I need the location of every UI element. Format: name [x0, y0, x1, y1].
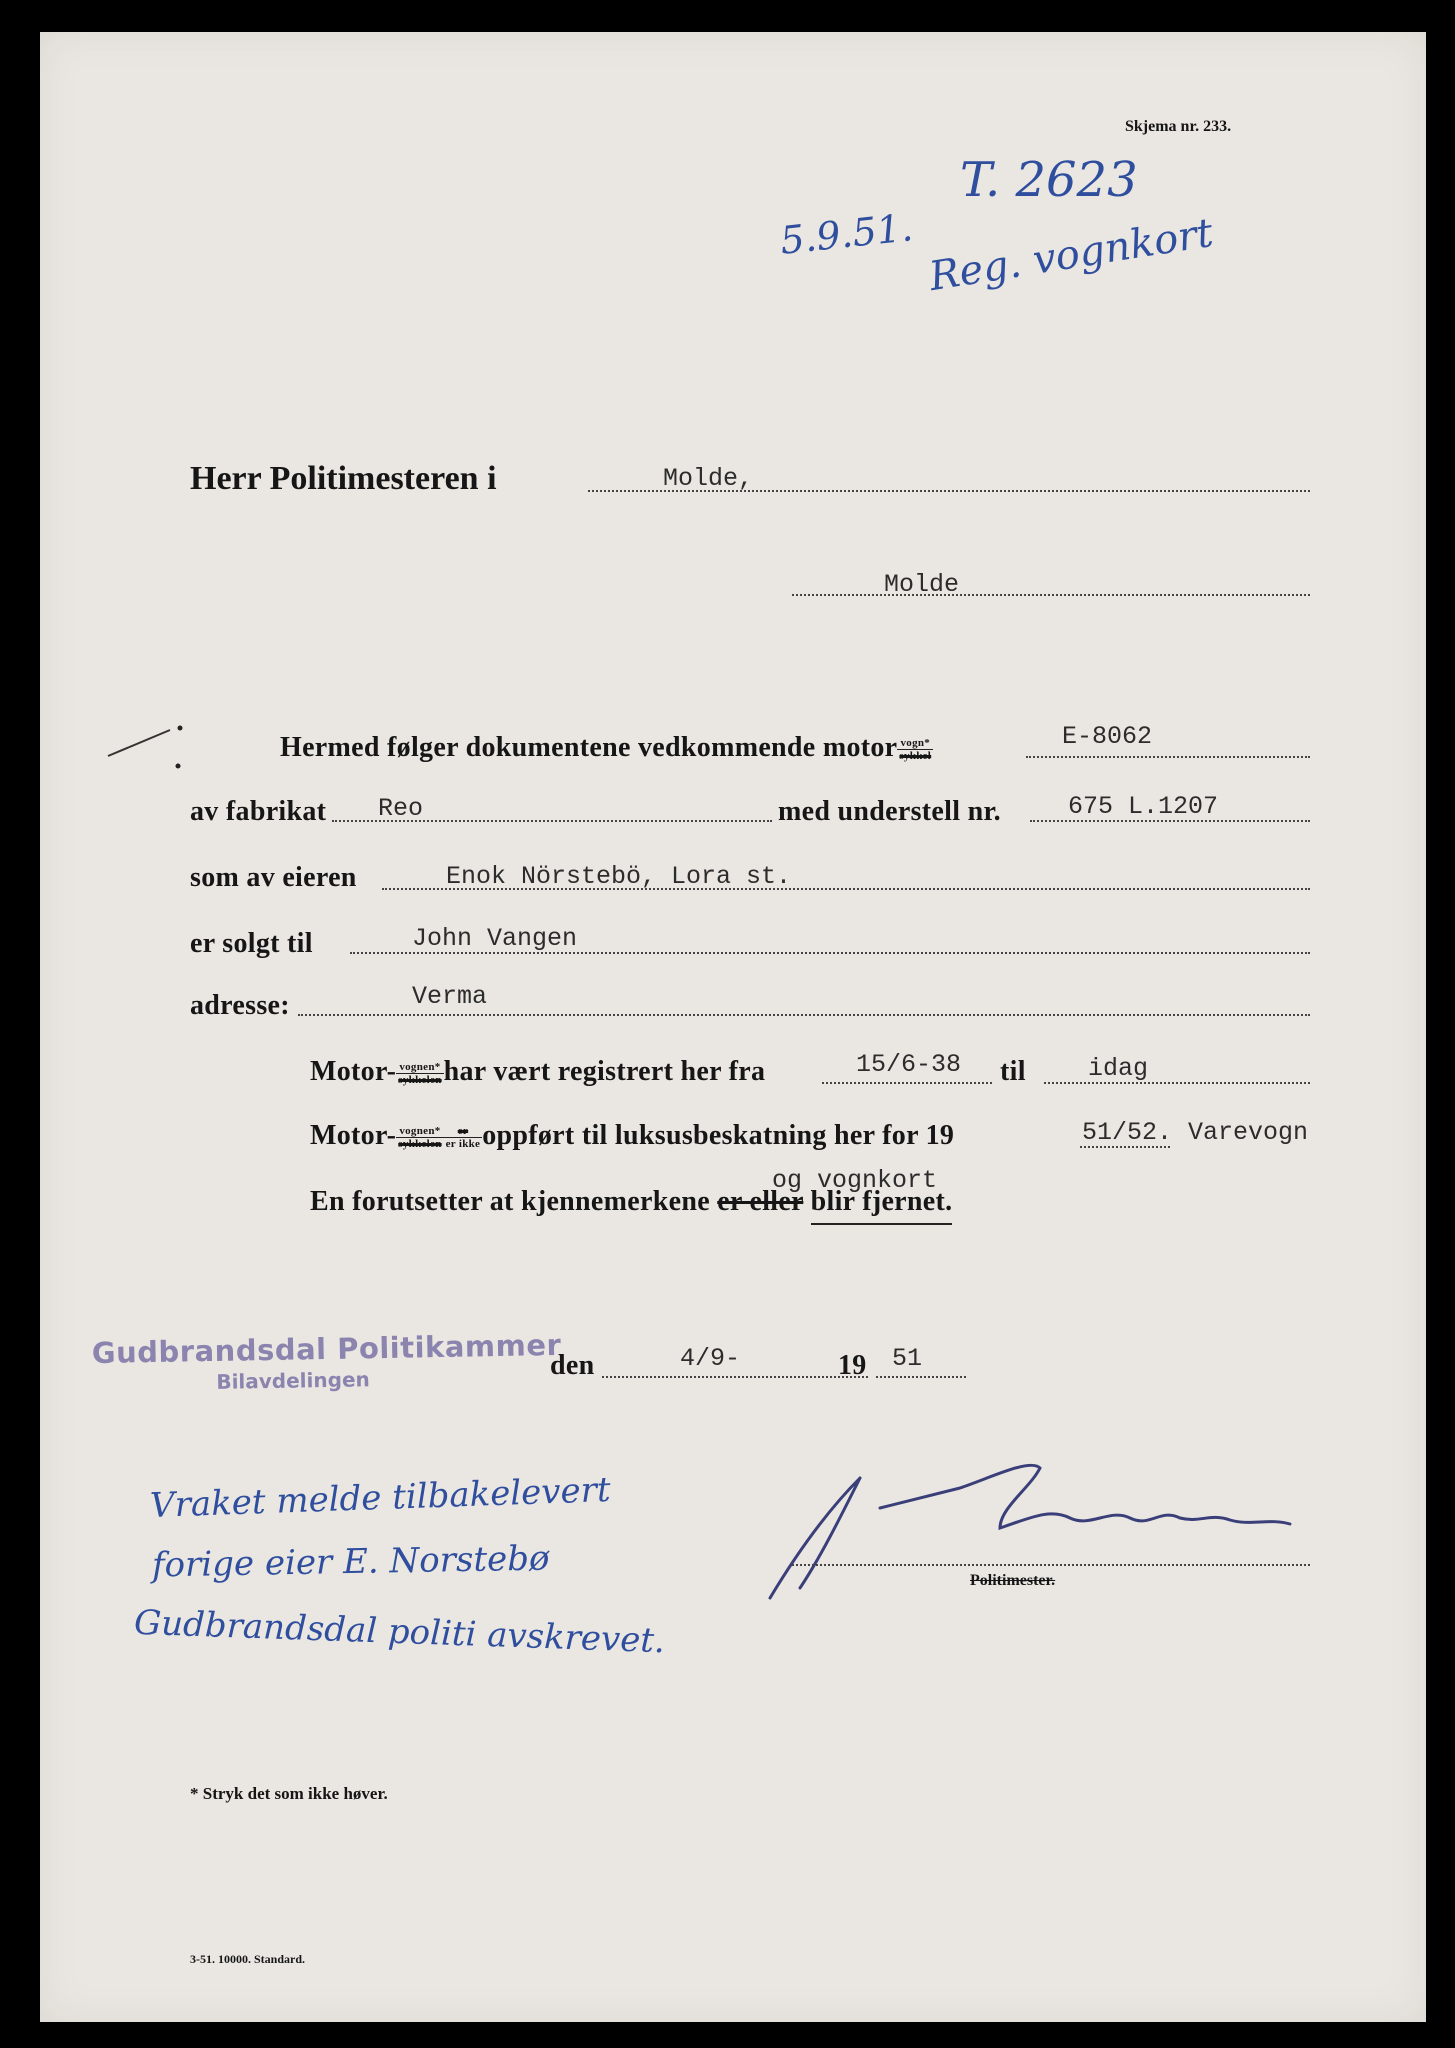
date-dotted-line	[602, 1376, 868, 1378]
year-dotted-line	[876, 1376, 966, 1378]
reg-til-value: idag	[1088, 1054, 1149, 1083]
handwritten-reference: T. 2623	[960, 152, 1138, 208]
address-city2: Molde	[884, 570, 960, 599]
vognen-sykkelen-fraction-2: $\frac{\text{vognen*}}{\text{sykkelen}}$	[398, 1125, 442, 1151]
understell-value: 675 L.1207	[1068, 792, 1219, 821]
adresse-dotted-line	[298, 1014, 1310, 1016]
solgt-label: er solgt til	[190, 928, 313, 959]
address-city2-dotted-line	[792, 594, 1310, 596]
vogn-sykkel-fraction: $\frac{\text{vogn*}}{\text{sykkel}}$	[899, 737, 932, 763]
registrert-text: Motor- $\frac{\text{vognen*}}{\text{sykkelen}}$ har vært registrert her fra	[310, 1056, 766, 1087]
address-city: Molde,	[663, 464, 754, 493]
document-page	[40, 32, 1426, 2022]
reg-from-dotted-line	[822, 1082, 992, 1084]
lux-year-value: 51/52.	[1082, 1118, 1173, 1147]
intro-text: Hermed følger dokumentene vedkommende motor $\frac{\text{vogn*}}{\text{sykkel}}$	[280, 732, 932, 763]
signature-dotted-line	[792, 1564, 1310, 1566]
lux-type-value: Varevogn	[1188, 1118, 1309, 1147]
form-number: Skjema nr. 233.	[1125, 118, 1232, 135]
handwritten-note-1: Vraket melde tilbakelevert	[149, 1469, 612, 1527]
signature-title: Politimester.	[970, 1572, 1056, 1589]
year-value: 51	[892, 1344, 923, 1373]
fabrikat-value: Reo	[378, 794, 424, 823]
handwritten-note-2: forige eier E. Norstebø	[151, 1538, 550, 1586]
address-prefix: Herr Politimesteren i	[190, 460, 497, 497]
stamp	[92, 1328, 562, 1396]
stamp-line1: Gudbrandsdal Politikammer	[91, 1327, 562, 1371]
eier-value: Enok Nörstebö, Lora st.	[446, 862, 792, 891]
den-label: den	[550, 1350, 595, 1381]
reg-til-label: til	[1000, 1056, 1026, 1087]
reg-number-dotted-line	[1026, 756, 1310, 758]
reg-til-dotted-line	[1044, 1082, 1310, 1084]
solgt-value: John Vangen	[412, 924, 578, 953]
forutsetter-text: En forutsetter at kjennemerkene er eller blir fjernet.	[310, 1186, 952, 1218]
er-er-ikke-fraction: $\frac{er}{\text{er ikke}}$	[445, 1125, 481, 1151]
eier-label: som av eieren	[190, 862, 357, 893]
vognen-sykkelen-fraction: $\frac{\text{vognen*}}{\text{sykkelen}}$	[398, 1061, 442, 1087]
margin-tick-mark	[100, 720, 190, 790]
print-info: 3-51. 10000. Standard.	[190, 1952, 306, 1966]
handwritten-reg-note: Reg. vognkort	[926, 209, 1217, 301]
reg-from-value: 15/6-38	[856, 1050, 962, 1079]
handwritten-date-note: 5.9.51.	[778, 205, 915, 263]
registration-number: E-8062	[1062, 722, 1153, 751]
understell-label: med understell nr.	[778, 796, 1001, 827]
year-prefix: 19	[838, 1350, 867, 1381]
footnote: * Stryk det som ikke høver.	[190, 1784, 388, 1803]
adresse-label: adresse:	[190, 990, 290, 1021]
luksus-text: Motor- $\frac{\text{vognen*}}{\text{sykkelen}}$ $\frac{er}{\text{er ikke}}$ oppført til luksusbeskatning her for 19	[310, 1120, 955, 1151]
handwritten-note-3: Gudbrandsdal politi avskrevet.	[133, 1602, 666, 1662]
forutsetter-insert: og vognkort	[772, 1166, 938, 1195]
fabrikat-label: av fabrikat	[190, 796, 327, 827]
date-value: 4/9-	[680, 1344, 741, 1373]
stamp-line2: Bilavdelingen	[216, 1367, 370, 1394]
adresse-value: Verma	[412, 982, 488, 1011]
